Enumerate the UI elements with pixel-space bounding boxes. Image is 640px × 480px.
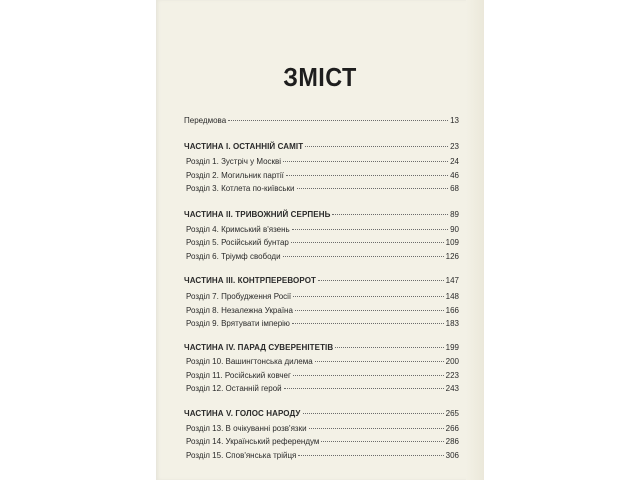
toc-entry-label: Розділ 9. Врятувати імперію <box>186 319 290 328</box>
page-title: ЗМІСТ <box>283 62 357 92</box>
toc-entry-page: 266 <box>445 424 459 433</box>
toc-entry-page: 148 <box>445 292 459 301</box>
toc-row-chapter-13[interactable] <box>184 424 459 434</box>
toc-row-chapter-12[interactable] <box>184 384 459 394</box>
toc-row-chapter-4[interactable] <box>184 225 459 235</box>
dot-leader <box>295 310 444 311</box>
toc-row-chapter-6[interactable] <box>184 252 459 262</box>
toc-entry-page: 183 <box>445 319 459 328</box>
dot-leader <box>286 175 448 176</box>
toc-entry-label: Розділ 6. Тріумф свободи <box>186 252 281 261</box>
toc-entry-label: Розділ 11. Російський ковчег <box>186 371 291 380</box>
toc-row-chapter-14[interactable] <box>184 437 459 447</box>
dot-leader <box>297 188 449 189</box>
toc-row-part-5[interactable] <box>184 409 459 419</box>
toc-entry-page: 265 <box>445 409 459 418</box>
dot-leader <box>293 375 444 376</box>
dot-leader <box>305 146 448 147</box>
toc-row-chapter-10[interactable] <box>184 357 459 367</box>
toc-entry-label: Розділ 10. Вашингтонська дилема <box>186 357 313 366</box>
dot-leader <box>335 347 443 348</box>
toc-entry-page: 286 <box>445 437 459 446</box>
toc-entry-page: 243 <box>445 384 459 393</box>
toc-entry-label: Передмова <box>184 116 227 125</box>
dot-leader <box>292 229 448 230</box>
toc-entry-page: 200 <box>445 357 459 366</box>
toc-entry-label: Розділ 3. Котлета по-київськи <box>186 184 295 193</box>
toc-entry-label: Розділ 13. В очікуванні розв'язки <box>186 424 307 433</box>
toc-entry-page: 223 <box>445 371 459 380</box>
dot-leader <box>321 441 443 442</box>
toc-entry-label: Розділ 14. Український референдум <box>186 437 320 446</box>
dot-leader <box>292 323 444 324</box>
toc-row-chapter-1[interactable] <box>184 157 459 167</box>
toc-entry-label: Розділ 7. Пробудження Росії <box>186 292 292 301</box>
dot-leader <box>303 413 444 414</box>
toc-row-part-1[interactable] <box>184 142 459 152</box>
dot-leader <box>332 214 448 215</box>
toc-entry-page: 68 <box>450 184 459 193</box>
toc-part-label: ЧАСТИНА II. ТРИВОЖНИЙ СЕРПЕНЬ <box>184 210 331 219</box>
dot-leader <box>283 256 444 257</box>
page-edge <box>466 0 484 480</box>
toc-row-chapter-2[interactable] <box>184 171 459 181</box>
toc-row-chapter-7[interactable] <box>184 292 459 302</box>
toc-part-label: ЧАСТИНА V. ГОЛОС НАРОДУ <box>184 409 301 418</box>
toc-row-preface[interactable] <box>184 116 459 126</box>
toc-part-label: ЧАСТИНА IV. ПАРАД СУВЕРЕНІТЕТІВ <box>184 343 334 352</box>
toc-entry-page: 166 <box>445 306 459 315</box>
toc-entry-label: Розділ 2. Могильник партії <box>186 171 284 180</box>
toc-part-label: ЧАСТИНА I. ОСТАННІЙ САМІТ <box>184 142 304 151</box>
dot-leader <box>291 242 444 243</box>
toc-row-chapter-15[interactable] <box>184 451 459 461</box>
dot-leader <box>293 296 443 297</box>
toc-row-chapter-3[interactable] <box>184 184 459 194</box>
toc-row-chapter-9[interactable] <box>184 319 459 329</box>
toc-entry-label: Розділ 15. Спов'янська трійця <box>186 451 297 460</box>
dot-leader <box>228 120 448 121</box>
toc-entry-page: 199 <box>445 343 459 352</box>
dot-leader <box>298 455 443 456</box>
toc-entry-label: Розділ 4. Кримський в'язень <box>186 225 290 234</box>
toc-row-chapter-8[interactable] <box>184 306 459 316</box>
toc-entry-page: 126 <box>445 252 459 261</box>
toc-row-part-2[interactable] <box>184 210 459 220</box>
dot-leader <box>284 388 444 389</box>
toc-part-label: ЧАСТИНА III. КОНТРПЕРЕВОРОТ <box>184 276 317 285</box>
toc-entry-label: Розділ 12. Останній герой <box>186 384 282 393</box>
toc-entry-page: 147 <box>445 276 459 285</box>
dot-leader <box>318 280 444 281</box>
toc-entry-label: Розділ 8. Незалежна Україна <box>186 306 293 315</box>
dot-leader <box>309 428 444 429</box>
toc-row-chapter-5[interactable] <box>184 238 459 248</box>
toc-row-chapter-11[interactable] <box>184 371 459 381</box>
toc-entry-page: 89 <box>450 210 459 219</box>
toc-entry-page: 46 <box>450 171 459 180</box>
toc-entry-page: 306 <box>445 451 459 460</box>
toc-row-part-4[interactable] <box>184 343 459 353</box>
toc-entry-page: 23 <box>450 142 459 151</box>
dot-leader <box>315 361 444 362</box>
toc-entry-label: Розділ 5. Російський бунтар <box>186 238 289 247</box>
dot-leader <box>283 161 448 162</box>
toc-entry-page: 90 <box>450 225 459 234</box>
toc-row-part-3[interactable] <box>184 276 459 286</box>
toc-entry-label: Розділ 1. Зустріч у Москві <box>186 157 282 166</box>
toc-entry-page: 109 <box>445 238 459 247</box>
toc-entry-page: 24 <box>450 157 459 166</box>
toc-entry-page: 13 <box>450 116 459 125</box>
